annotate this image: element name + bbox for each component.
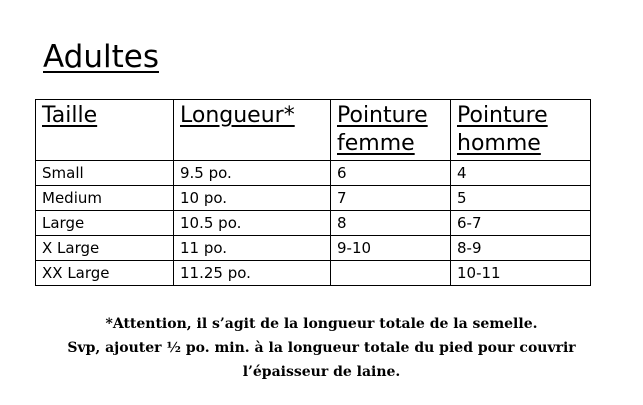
table-header-row xyxy=(36,100,591,161)
header-longueur: Longueur* xyxy=(174,100,331,161)
cell-longueur: 10.5 po. xyxy=(174,211,331,236)
cell-pointure-femme: 6 xyxy=(331,161,451,186)
cell-longueur: 11 po. xyxy=(174,236,331,261)
table-row xyxy=(36,211,591,236)
cell-taille: Large xyxy=(36,211,174,236)
header-pointure-homme: Pointure homme xyxy=(451,100,591,161)
cell-taille: XX Large xyxy=(36,261,174,286)
table-row xyxy=(36,161,591,186)
footnote-line-3: l’épaisseur de laine. xyxy=(242,364,401,380)
cell-longueur: 9.5 po. xyxy=(174,161,331,186)
cell-pointure-femme: 9-10 xyxy=(331,236,451,261)
cell-taille: X Large xyxy=(36,236,174,261)
cell-pointure-femme: 7 xyxy=(331,186,451,211)
cell-taille: Medium xyxy=(36,186,174,211)
size-table xyxy=(35,99,591,286)
table-row xyxy=(36,186,591,211)
cell-pointure-homme: 4 xyxy=(451,161,591,186)
header-taille: Taille xyxy=(36,100,174,161)
cell-pointure-femme: 8 xyxy=(331,211,451,236)
cell-taille: Small xyxy=(36,161,174,186)
cell-pointure-homme: 10-11 xyxy=(451,261,591,286)
header-pointure-femme: Pointure femme xyxy=(331,100,451,161)
table-row xyxy=(36,236,591,261)
footnote-line-2: Svp, ajouter ½ po. min. à la longueur totale du pied pour couvrir xyxy=(67,340,576,356)
cell-longueur: 11.25 po. xyxy=(174,261,331,286)
cell-pointure-homme: 8-9 xyxy=(451,236,591,261)
cell-longueur: 10 po. xyxy=(174,186,331,211)
footnote xyxy=(0,312,643,384)
cell-pointure-homme: 5 xyxy=(451,186,591,211)
cell-pointure-homme: 6-7 xyxy=(451,211,591,236)
page-title: Adultes xyxy=(43,39,159,75)
cell-pointure-femme xyxy=(331,261,451,286)
table-row xyxy=(36,261,591,286)
footnote-line-1: *Attention, il s’agit de la longueur totale de la semelle. xyxy=(105,316,538,332)
